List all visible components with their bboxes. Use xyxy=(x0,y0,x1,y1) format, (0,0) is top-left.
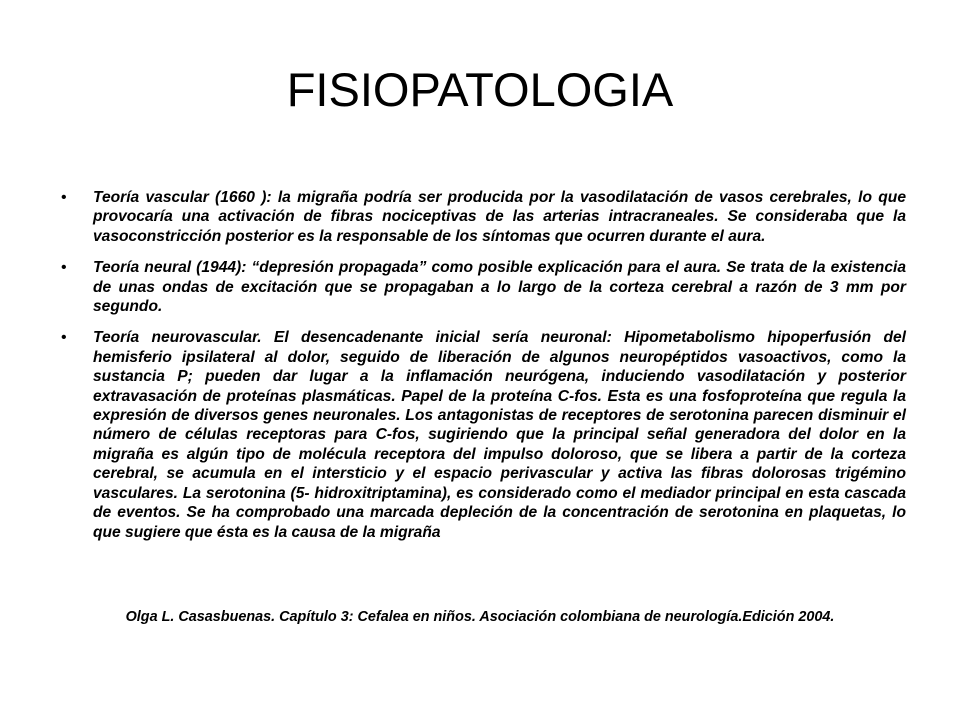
bullet-text: Teoría neural (1944): “depresión propagada” como posible explicación para el aura. Se trata de la existencia de unas ondas de excitación que se propagaban a lo largo de la corteza cerebral a razón de 3 mm por segundo. xyxy=(93,259,906,316)
bullet-icon: • xyxy=(61,259,67,277)
bullet-list xyxy=(58,188,906,554)
bullet-icon: • xyxy=(61,329,67,347)
slide-title: FISIOPATOLOGIA xyxy=(286,63,674,116)
bullet-icon: • xyxy=(61,189,67,206)
bullet-item-neural-theory xyxy=(58,258,906,316)
bullet-item-vascular-theory xyxy=(58,188,906,246)
bullet-text: Teoría neurovascular. El desencadenante inicial sería neuronal: Hipometabolismo hipoperfusión del hemisferio ipsilateral al dolor, seguido de liberación de algunos neuropéptidos vasoactivos, como la sustancia P; pueden dar lugar a la inflamación neurógena, induciendo vasodilatación y posterior extravasación de proteínas plasmáticas. Papel de la proteína C-fos. Esta es una fosfoproteína que regula la expresión de diversos genes neuronales. Los antagonistas de receptores de serotonina parecen disminuir el número de células receptoras para C-fos, sugiriendo que la principal señal generadora del dolor en la migraña es algún tipo de molécula receptora del impulso doloroso, que se libera a partir de la corteza cerebral, se acumula en el intersticio y el espacio perivascular y activa las fibras dolorosas trigémino vasculares. La serotonina (5- hidroxitriptamina), es considerado como el mediador principal en esta cascada de eventos. Se ha comprobado una marcada depleción de la concentración de serotonina en plaquetas, lo que sugiere que ésta es la causa de la migraña xyxy=(93,329,906,541)
citation: Olga L. Casasbuenas. Capítulo 3: Cefalea en niños. Asociación colombiana de neurología.Edición 2004. xyxy=(125,609,835,625)
bullet-item-neurovascular-theory xyxy=(58,328,906,541)
bullet-text: Teoría vascular (1660 ): la migraña podría ser producida por la vasodilatación de vasos cerebrales, lo que provocaría una activación de fibras nociceptivas de las arterias intracraneales. Se consideraba que la vasoconstricción posterior es la responsable de los síntomas que ocurren durante el aura. xyxy=(93,189,906,245)
